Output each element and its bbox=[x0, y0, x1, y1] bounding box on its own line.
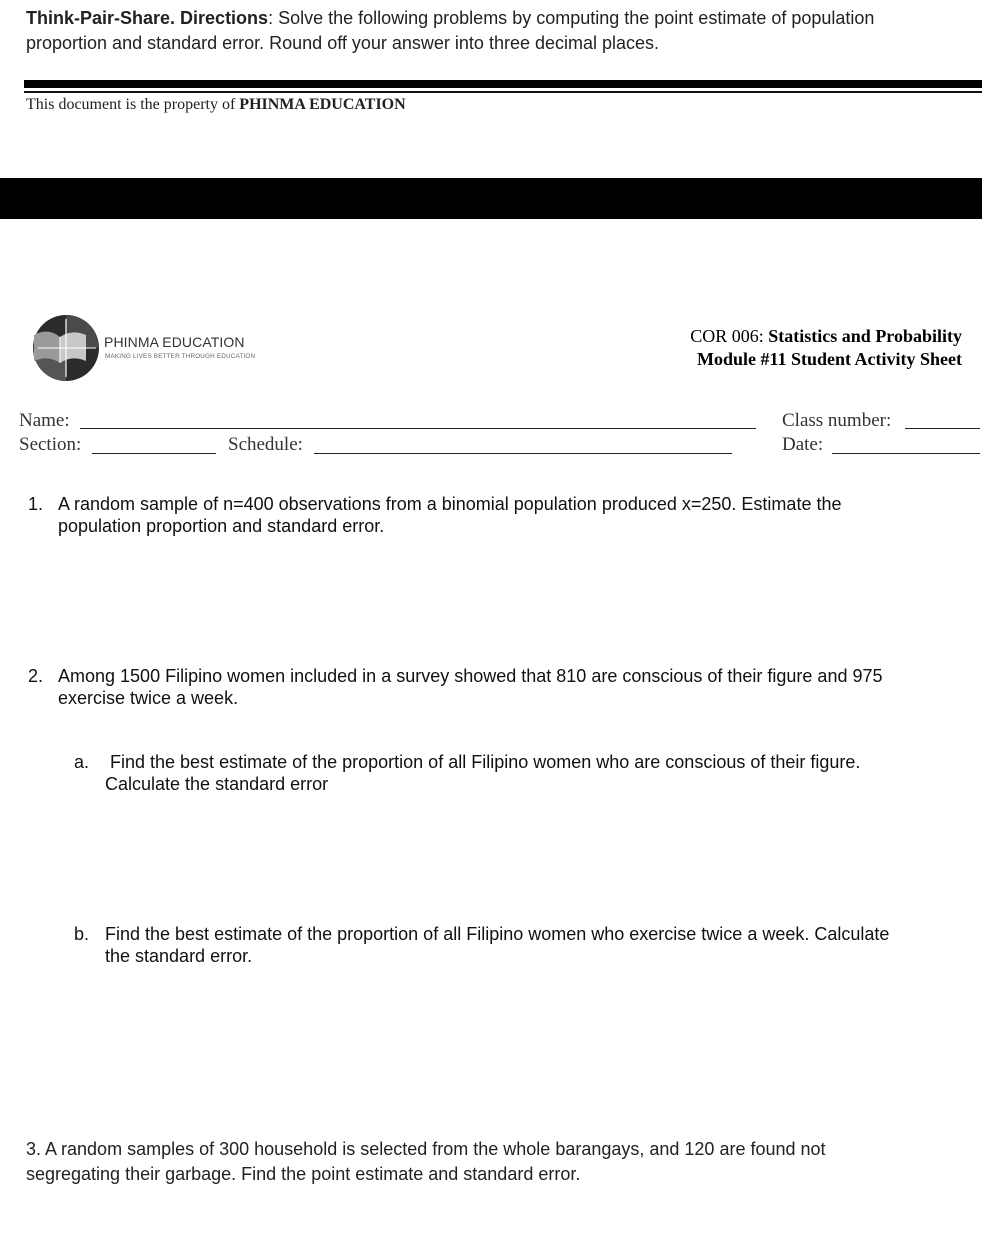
course-code: COR 006: bbox=[690, 326, 769, 346]
q3-line1: 3. A random samples of 300 household is selected from the whole barangays, and 120 are found not bbox=[26, 1139, 826, 1159]
directions-heading: Think-Pair-Share. Directions bbox=[26, 8, 269, 28]
q2b-line2: the standard error. bbox=[105, 946, 253, 966]
class-number-field[interactable] bbox=[905, 428, 980, 429]
q2-number: 2. bbox=[28, 666, 44, 686]
date-field[interactable] bbox=[832, 453, 980, 454]
name-field[interactable] bbox=[80, 428, 756, 429]
q1-number: 1. bbox=[28, 494, 44, 514]
section-field[interactable] bbox=[92, 453, 216, 454]
q3-line2: segregating their garbage. Find the point estimate and standard error. bbox=[26, 1164, 581, 1184]
q1-line1: A random sample of n=400 observations from a binomial population produced x=250. Estimate the bbox=[58, 494, 842, 514]
brand-tagline: MAKING LIVES BETTER THROUGH EDUCATION bbox=[105, 353, 256, 360]
name-label: Name: bbox=[19, 410, 70, 431]
q2a-line1: Find the best estimate of the proportion of all Filipino women who are conscious of their figure. bbox=[110, 752, 861, 772]
q2a-text bbox=[105, 751, 965, 795]
course-info bbox=[690, 325, 962, 371]
schedule-label: Schedule: bbox=[228, 434, 303, 455]
q2b-text bbox=[105, 923, 975, 967]
page-break-band bbox=[0, 178, 982, 219]
module-title: Module #11 Student Activity Sheet bbox=[696, 349, 962, 369]
footer-rule-thin bbox=[24, 91, 982, 93]
q1-text bbox=[58, 493, 958, 537]
q2-line1: Among 1500 Filipino women included in a survey showed that 810 are conscious of their figure and 975 bbox=[58, 666, 883, 686]
q3-text bbox=[26, 1137, 956, 1187]
q2b-letter: b. bbox=[74, 924, 90, 944]
course-title: Statistics and Probability bbox=[768, 326, 962, 346]
schedule-field[interactable] bbox=[314, 453, 732, 454]
property-org: PHINMA EDUCATION bbox=[239, 96, 406, 113]
q2a-letter: a. bbox=[74, 752, 90, 772]
course-line bbox=[690, 325, 962, 348]
phinma-logo-icon bbox=[30, 313, 100, 383]
directions-text: : Solve the following problems by computing the point estimate of population proportion and standard error. Round off your answer into three decimal places. bbox=[26, 8, 875, 53]
property-notice bbox=[26, 96, 406, 114]
class-number-label: Class number: bbox=[782, 410, 892, 431]
section-label: Section: bbox=[19, 434, 82, 455]
q2-line2: exercise twice a week. bbox=[58, 688, 239, 708]
q1-line2: population proportion and standard error. bbox=[58, 516, 385, 536]
directions bbox=[26, 6, 956, 56]
date-label: Date: bbox=[782, 434, 824, 455]
brand-name: PHINMA EDUCATION bbox=[104, 334, 245, 350]
property-prefix: This document is the property of bbox=[26, 96, 240, 113]
q2-text bbox=[58, 665, 968, 709]
footer-rule bbox=[24, 80, 982, 88]
q2b-line1: Find the best estimate of the proportion of all Filipino women who exercise twice a week. Calculate bbox=[105, 924, 890, 944]
q2a-line2: Calculate the standard error bbox=[105, 774, 329, 794]
